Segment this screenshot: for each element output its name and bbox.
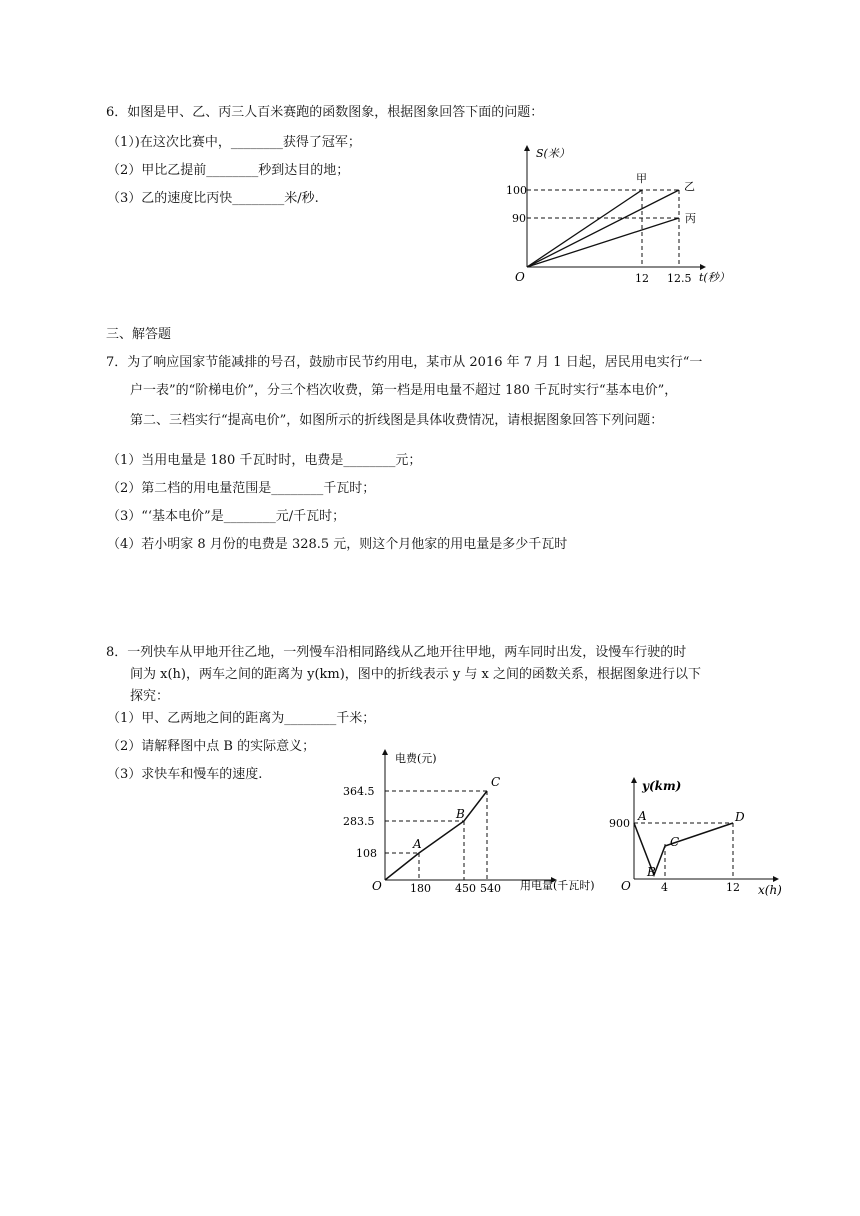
q7-stem-line1: 7．为了响应国家节能减排的号召，鼓励市民节约用电，某市从 2016 年 7 月 1 日起，居民用电实行“一 [106, 355, 703, 370]
q8-xtick-12: 12 [726, 881, 740, 894]
q6-origin: O [515, 270, 525, 284]
q7-point-b: B [456, 807, 465, 821]
q6-race-graph [505, 140, 735, 292]
q7-part4: （4）若小明家 8 月份的电费是 328.5 元，则这个月他家的用电量是多少千瓦时 [107, 537, 568, 552]
section-title: 三、解答题 [106, 327, 172, 342]
q8-distance-graph [606, 772, 792, 898]
q7-point-c: C [491, 775, 501, 789]
q7-xtick-540: 540 [480, 882, 501, 895]
q8-part2: （2）请解释图中点 B 的实际意义； [107, 739, 316, 754]
q7-stem-line3: 第二、三档实行“提高电价”，如图所示的折线图是具体收费情况，请根据图象回答下列问题： [130, 413, 664, 428]
q6-ytick-100: 100 [506, 184, 527, 197]
q7-ytick-108: 108 [356, 847, 377, 860]
q7-electricity-graph [330, 746, 620, 898]
q6-xtick-12: 12 [635, 272, 649, 285]
q6-part3: （3）乙的速度比丙快________米/秒. [107, 191, 319, 206]
label-yi: 乙 [684, 180, 695, 193]
q8-part3: （3）求快车和慢车的速度. [107, 767, 263, 782]
q6-ytick-90: 90 [512, 212, 526, 225]
q8-part1: （1）甲、乙两地之间的距离为________千米； [107, 711, 376, 726]
q8-stem-line2: 间为 x(h)，两车之间的距离为 y(km)，图中的折线表示 y 与 x 之间的函数关系，根据图象进行以下 [130, 667, 702, 682]
q7-ytick-364-5: 364.5 [343, 785, 375, 798]
line-bing [527, 218, 679, 267]
q7-xtick-180: 180 [410, 882, 431, 895]
q7-point-a: A [413, 837, 422, 851]
q7-xlabel: 用电量(千瓦时) [520, 879, 595, 892]
q6-part1: （1）)在这次比赛中，________获得了冠军； [107, 135, 361, 150]
q6-stem: 6．如图是甲、乙、丙三人百米赛跑的函数图象，根据图象回答下面的问题： [106, 105, 544, 120]
line-yi [527, 190, 679, 267]
q6-xtick-12-5: 12.5 [667, 272, 692, 285]
q7-ytick-283-5: 283.5 [343, 815, 375, 828]
q8-stem-line1: 8．一列快车从甲地开往乙地，一列慢车沿相同路线从乙地开往甲地，两车同时出发，设慢车行驶的时 [106, 645, 687, 660]
q7-stem-line2: 户一表”的“阶梯电价”，分三个档次收费，第一档是用电量不超过 180 千瓦时实行“基本电价”， [130, 383, 678, 398]
q8-ytick-900: 900 [609, 817, 630, 830]
label-jia: 甲 [636, 172, 647, 185]
q8-point-b: B [647, 865, 656, 879]
q8-xlabel: x(h) [758, 883, 782, 897]
line-jia [527, 190, 642, 267]
q7-part3: （3）“‘基本电价”是________元/千瓦时； [107, 509, 346, 524]
q6-part2: （2）甲比乙提前________秒到达目的地； [107, 163, 350, 178]
q8-point-d: D [735, 810, 745, 824]
q7-part1: （1）当用电量是 180 千瓦时时，电费是________元； [107, 453, 422, 468]
q7-xtick-450: 450 [455, 882, 476, 895]
q8-point-a: A [638, 809, 647, 823]
q8-stem-line3: 探究： [130, 689, 170, 704]
q7-part2: （2）第二档的用电量范围是________千瓦时； [107, 481, 376, 496]
q8-ylabel: y(km) [642, 779, 682, 793]
label-bing: 丙 [685, 212, 696, 225]
q6-ylabel: S(米） [536, 147, 570, 160]
q7-fee-polyline [385, 791, 487, 880]
q8-xtick-4: 4 [661, 881, 668, 894]
q7-ylabel: 电费(元) [395, 752, 437, 765]
q7-origin: O [372, 879, 382, 893]
q8-origin: O [621, 879, 631, 893]
q6-xlabel: t(秒） [699, 271, 730, 284]
q8-point-c: C [670, 835, 680, 849]
